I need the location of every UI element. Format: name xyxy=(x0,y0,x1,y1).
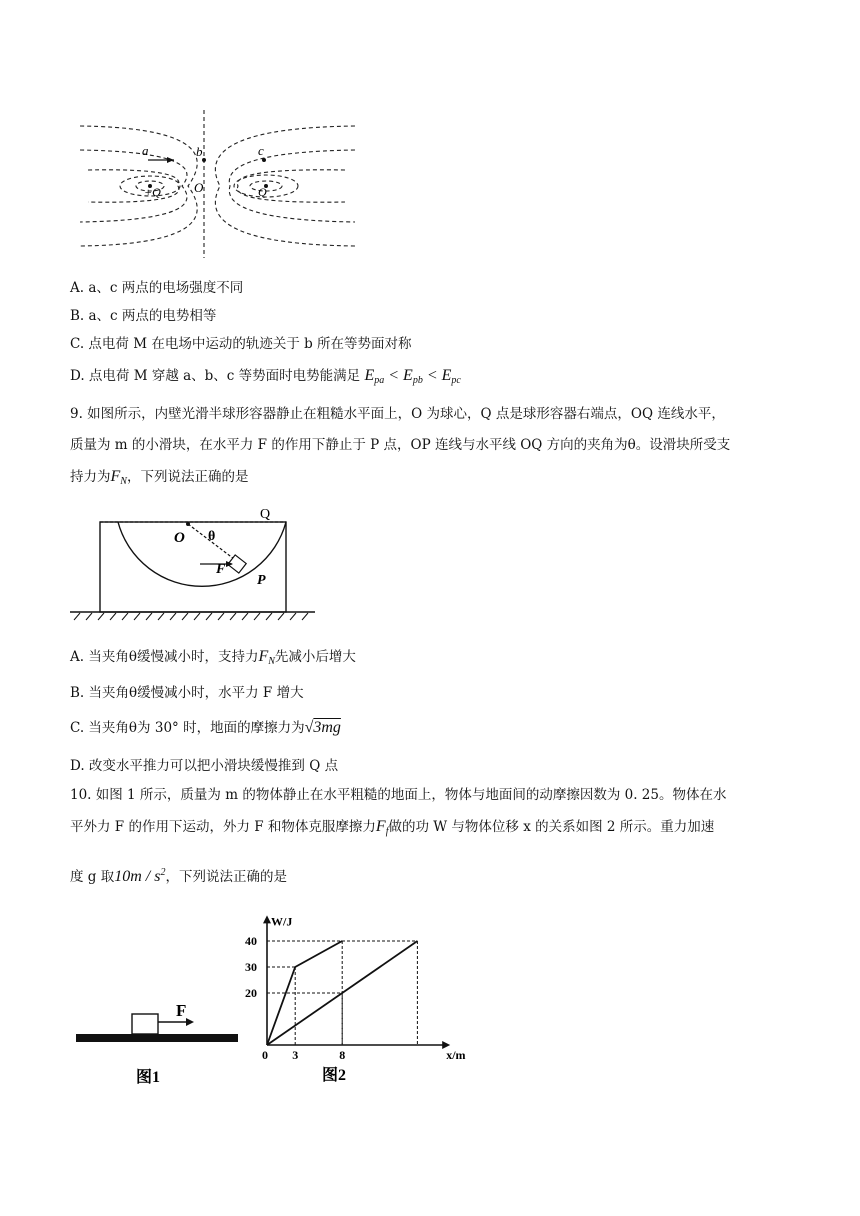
label-q: Q xyxy=(258,185,267,199)
label-o-center: O xyxy=(174,530,185,546)
figure-2-caption: 图2 xyxy=(322,1067,347,1084)
q9-stem-line-3: 持力为$F_N$，下列说法正确的是 xyxy=(70,468,249,487)
label-plus-q: +Q xyxy=(144,185,161,199)
y-axis-arrow xyxy=(263,915,271,923)
figure-2-work-displacement-chart xyxy=(240,905,470,1090)
figure-1-block xyxy=(74,996,244,1091)
q8-option-c: C. 点电荷 M 在电场中运动的轨迹关于 b 所在等势面对称 xyxy=(70,336,412,352)
y-tick-label: 30 xyxy=(245,960,257,974)
y-tick-label: 40 xyxy=(245,934,257,948)
q9-option-d: D. 改变水平推力可以把小滑块缓慢推到 Q 点 xyxy=(70,758,339,774)
label-q-point: Q xyxy=(260,507,271,522)
equipotential-figure xyxy=(70,108,360,258)
q9-option-a: A. 当夹角θ缓慢减小时，支持力$F_N$先减小后增大 xyxy=(70,648,356,667)
label-c: c xyxy=(258,143,264,158)
q10-stem-line-3: 度 g 取$10m / s^2$，下列说法正确的是 xyxy=(70,867,287,885)
x-axis-label: x/m xyxy=(446,1048,466,1062)
label-force-f-fig1: F xyxy=(176,1001,187,1020)
hemisphere-figure xyxy=(70,500,320,625)
q8-option-d: D. 点电荷 M 穿越 a、b、c 等势面时电势能满足 $E_{pa} < E_{pb} < E_{pc}$ xyxy=(70,367,461,386)
label-o: O xyxy=(194,180,204,195)
q10-stem-line-2: 平外力 F 的作用下运动，外力 F 和物体克服摩擦力$F_f$做的功 W 与物体位移 x 的关系如图 2 所示。重力加速 xyxy=(70,818,715,837)
label-force-f: F xyxy=(216,562,226,577)
label-b: b xyxy=(196,144,203,159)
q9-option-c: C. 当夹角θ为 30° 时，地面的摩擦力为√3mg xyxy=(70,719,341,736)
figure-1-caption: 图1 xyxy=(136,1069,161,1086)
label-a: a xyxy=(142,143,149,158)
y-axis-label: W/J xyxy=(271,914,293,929)
q8-option-b: B. a、c 两点的电势相等 xyxy=(70,308,217,324)
q9-stem-line-2: 质量为 m 的小滑块，在水平力 F 的作用下静止于 P 点，OP 连线与水平线 OQ 方向的夹角为θ。设滑块所受支 xyxy=(70,437,731,453)
label-p: P xyxy=(257,573,266,588)
x-tick-label: 8 xyxy=(339,1048,346,1062)
q8-option-a: A. a、c 两点的电场强度不同 xyxy=(70,280,244,296)
energy-inequality: $E_{pa} < E_{pb} < E_{pc}$ xyxy=(364,367,461,386)
x-tick-label: 0 xyxy=(262,1048,268,1062)
q10-stem-line-1: 10. 如图 1 所示，质量为 m 的物体静止在水平粗糙的地面上，物体与地面间的动摩擦因数为 0. 25。物体在水 xyxy=(70,787,727,803)
x-tick-label: 3 xyxy=(292,1048,299,1062)
q9-stem-line-1: 9. 如图所示，内壁光滑半球形容器静止在粗糙水平面上，O 为球心，Q 点是球形容器右端点，OQ 连线水平， xyxy=(70,406,725,422)
y-tick-label: 20 xyxy=(245,986,257,1000)
q9-option-b: B. 当夹角θ缓慢减小时，水平力 F 增大 xyxy=(70,685,304,701)
sqrt-expression: √3mg xyxy=(304,719,341,736)
label-theta: θ xyxy=(208,529,216,544)
